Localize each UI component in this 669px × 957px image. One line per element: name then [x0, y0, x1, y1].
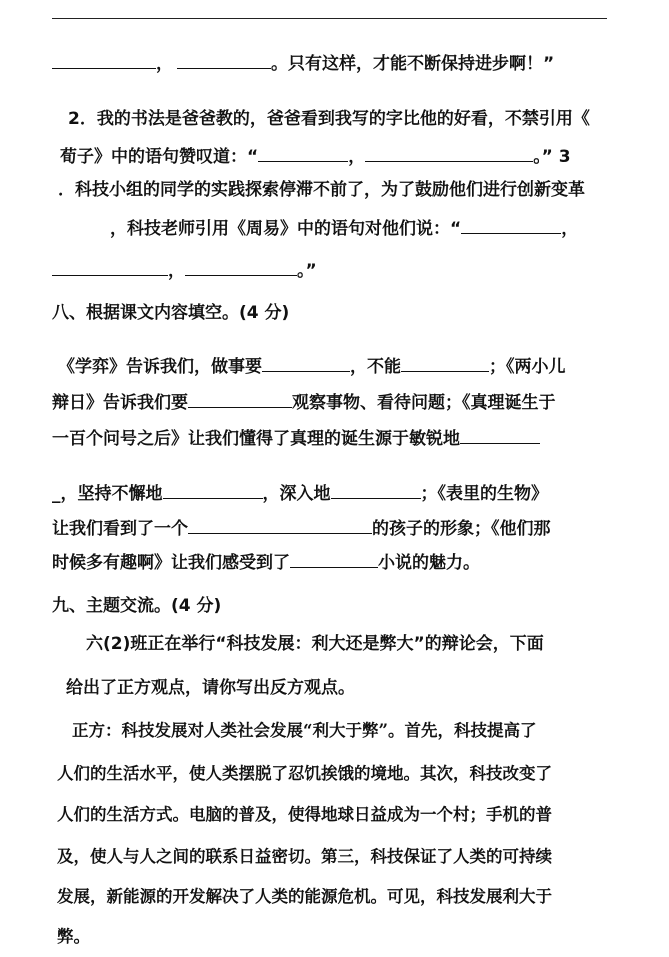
question-text: 《学弈》告诉我们，做事要 [58, 357, 262, 377]
answer-blank[interactable] [188, 391, 292, 408]
question-text: ，不能 [350, 357, 401, 377]
question-text: _，坚持不懈地 [52, 484, 163, 504]
affirmative-view-line-1: 正方：科技发展对人类社会发展“利大于弊”。首先，科技提高了 [72, 721, 537, 740]
section-9-prompt-1: 六(2)班正在举行“科技发展：利大还是弊大”的辩论会，下面 [86, 634, 544, 654]
section-8-line-6 [52, 551, 480, 574]
affirmative-view-line-3: 人们的生活方式。电脑的普及，使得地球日益成为一个村；手机的普 [57, 805, 552, 824]
answer-blank[interactable] [460, 427, 540, 444]
question-3-line-3 [52, 259, 317, 282]
question-text: ；《两小儿 [489, 357, 566, 377]
question-text: 荀子》中的语句赞叹道：“ [60, 147, 259, 167]
answer-blank[interactable] [262, 355, 350, 372]
quote-line-1: ， 。只有这样，才能不断保持进步啊！” [52, 52, 554, 75]
question-text: 。” 3 [533, 147, 571, 167]
question-text: ， [561, 219, 579, 239]
top-divider [52, 18, 607, 19]
question-3-line-2 [110, 217, 578, 240]
question-2-line-2 [60, 145, 571, 168]
question-text: ， [168, 261, 185, 281]
section-9-heading: 九、主题交流。(4 分) [52, 596, 222, 616]
section-9-prompt-2: 给出了正方观点，请你写出反方观点。 [66, 678, 355, 698]
question-text: 让我们看到了一个 [52, 519, 188, 539]
question-text: ，科技老师引用《周易》中的语句对他们说：“ [110, 219, 462, 239]
question-text: 的孩子的形象；《他们那 [372, 519, 551, 539]
answer-blank[interactable] [401, 355, 489, 372]
affirmative-view-line-6: 弊。 [57, 927, 90, 946]
affirmative-view-line-4: 及，使人与人之间的联系日益密切。第三，科技保证了人类的可持续 [57, 847, 552, 866]
answer-blank[interactable] [365, 145, 533, 162]
affirmative-view-line-2: 人们的生活水平，使人类摆脱了忍饥挨饿的境地。其次，科技改变了 [57, 764, 552, 783]
question-text: 一百个问号之后》让我们懂得了真理的诞生源于敏锐地 [52, 429, 460, 449]
answer-blank[interactable] [331, 482, 421, 499]
section-8-line-5 [52, 517, 551, 540]
answer-blank[interactable] [185, 259, 297, 276]
answer-blank[interactable] [163, 482, 263, 499]
question-text: ；《表里的生物》 [420, 484, 548, 504]
answer-blank[interactable] [52, 52, 156, 69]
question-text: 辩日》告诉我们要 [52, 393, 188, 413]
question-text: 时候多有趣啊》让我们感受到了 [52, 553, 290, 573]
answer-blank[interactable] [461, 217, 561, 234]
section-8-line-2 [52, 391, 556, 414]
question-text: ， [348, 147, 366, 167]
answer-blank[interactable] [258, 145, 348, 162]
question-text: 观察事物、看待问题；《真理诞生于 [292, 393, 556, 413]
question-text: ，深入地 [262, 484, 331, 504]
answer-blank[interactable] [290, 551, 378, 568]
question-3-line-1: ．科技小组的同学的实践探索停滞不前了，为了鼓励他们进行创新变革 [58, 180, 585, 200]
answer-blank[interactable] [52, 259, 168, 276]
section-8-line-1 [58, 355, 566, 378]
section-8-line-4 [52, 482, 548, 505]
question-2-line-1: 2．我的书法是爸爸教的，爸爸看到我写的字比他的好看，不禁引用《 [68, 109, 590, 129]
section-8-line-3 [52, 427, 540, 450]
question-text: 小说的魅力。 [378, 553, 480, 573]
affirmative-view-line-5: 发展，新能源的开发解决了人类的能源危机。可见，科技发展利大于 [57, 887, 552, 906]
answer-blank[interactable] [177, 52, 271, 69]
answer-blank[interactable] [188, 517, 372, 534]
section-8-heading: 八、根据课文内容填空。(4 分) [52, 303, 290, 323]
question-text: 。” [297, 261, 317, 281]
